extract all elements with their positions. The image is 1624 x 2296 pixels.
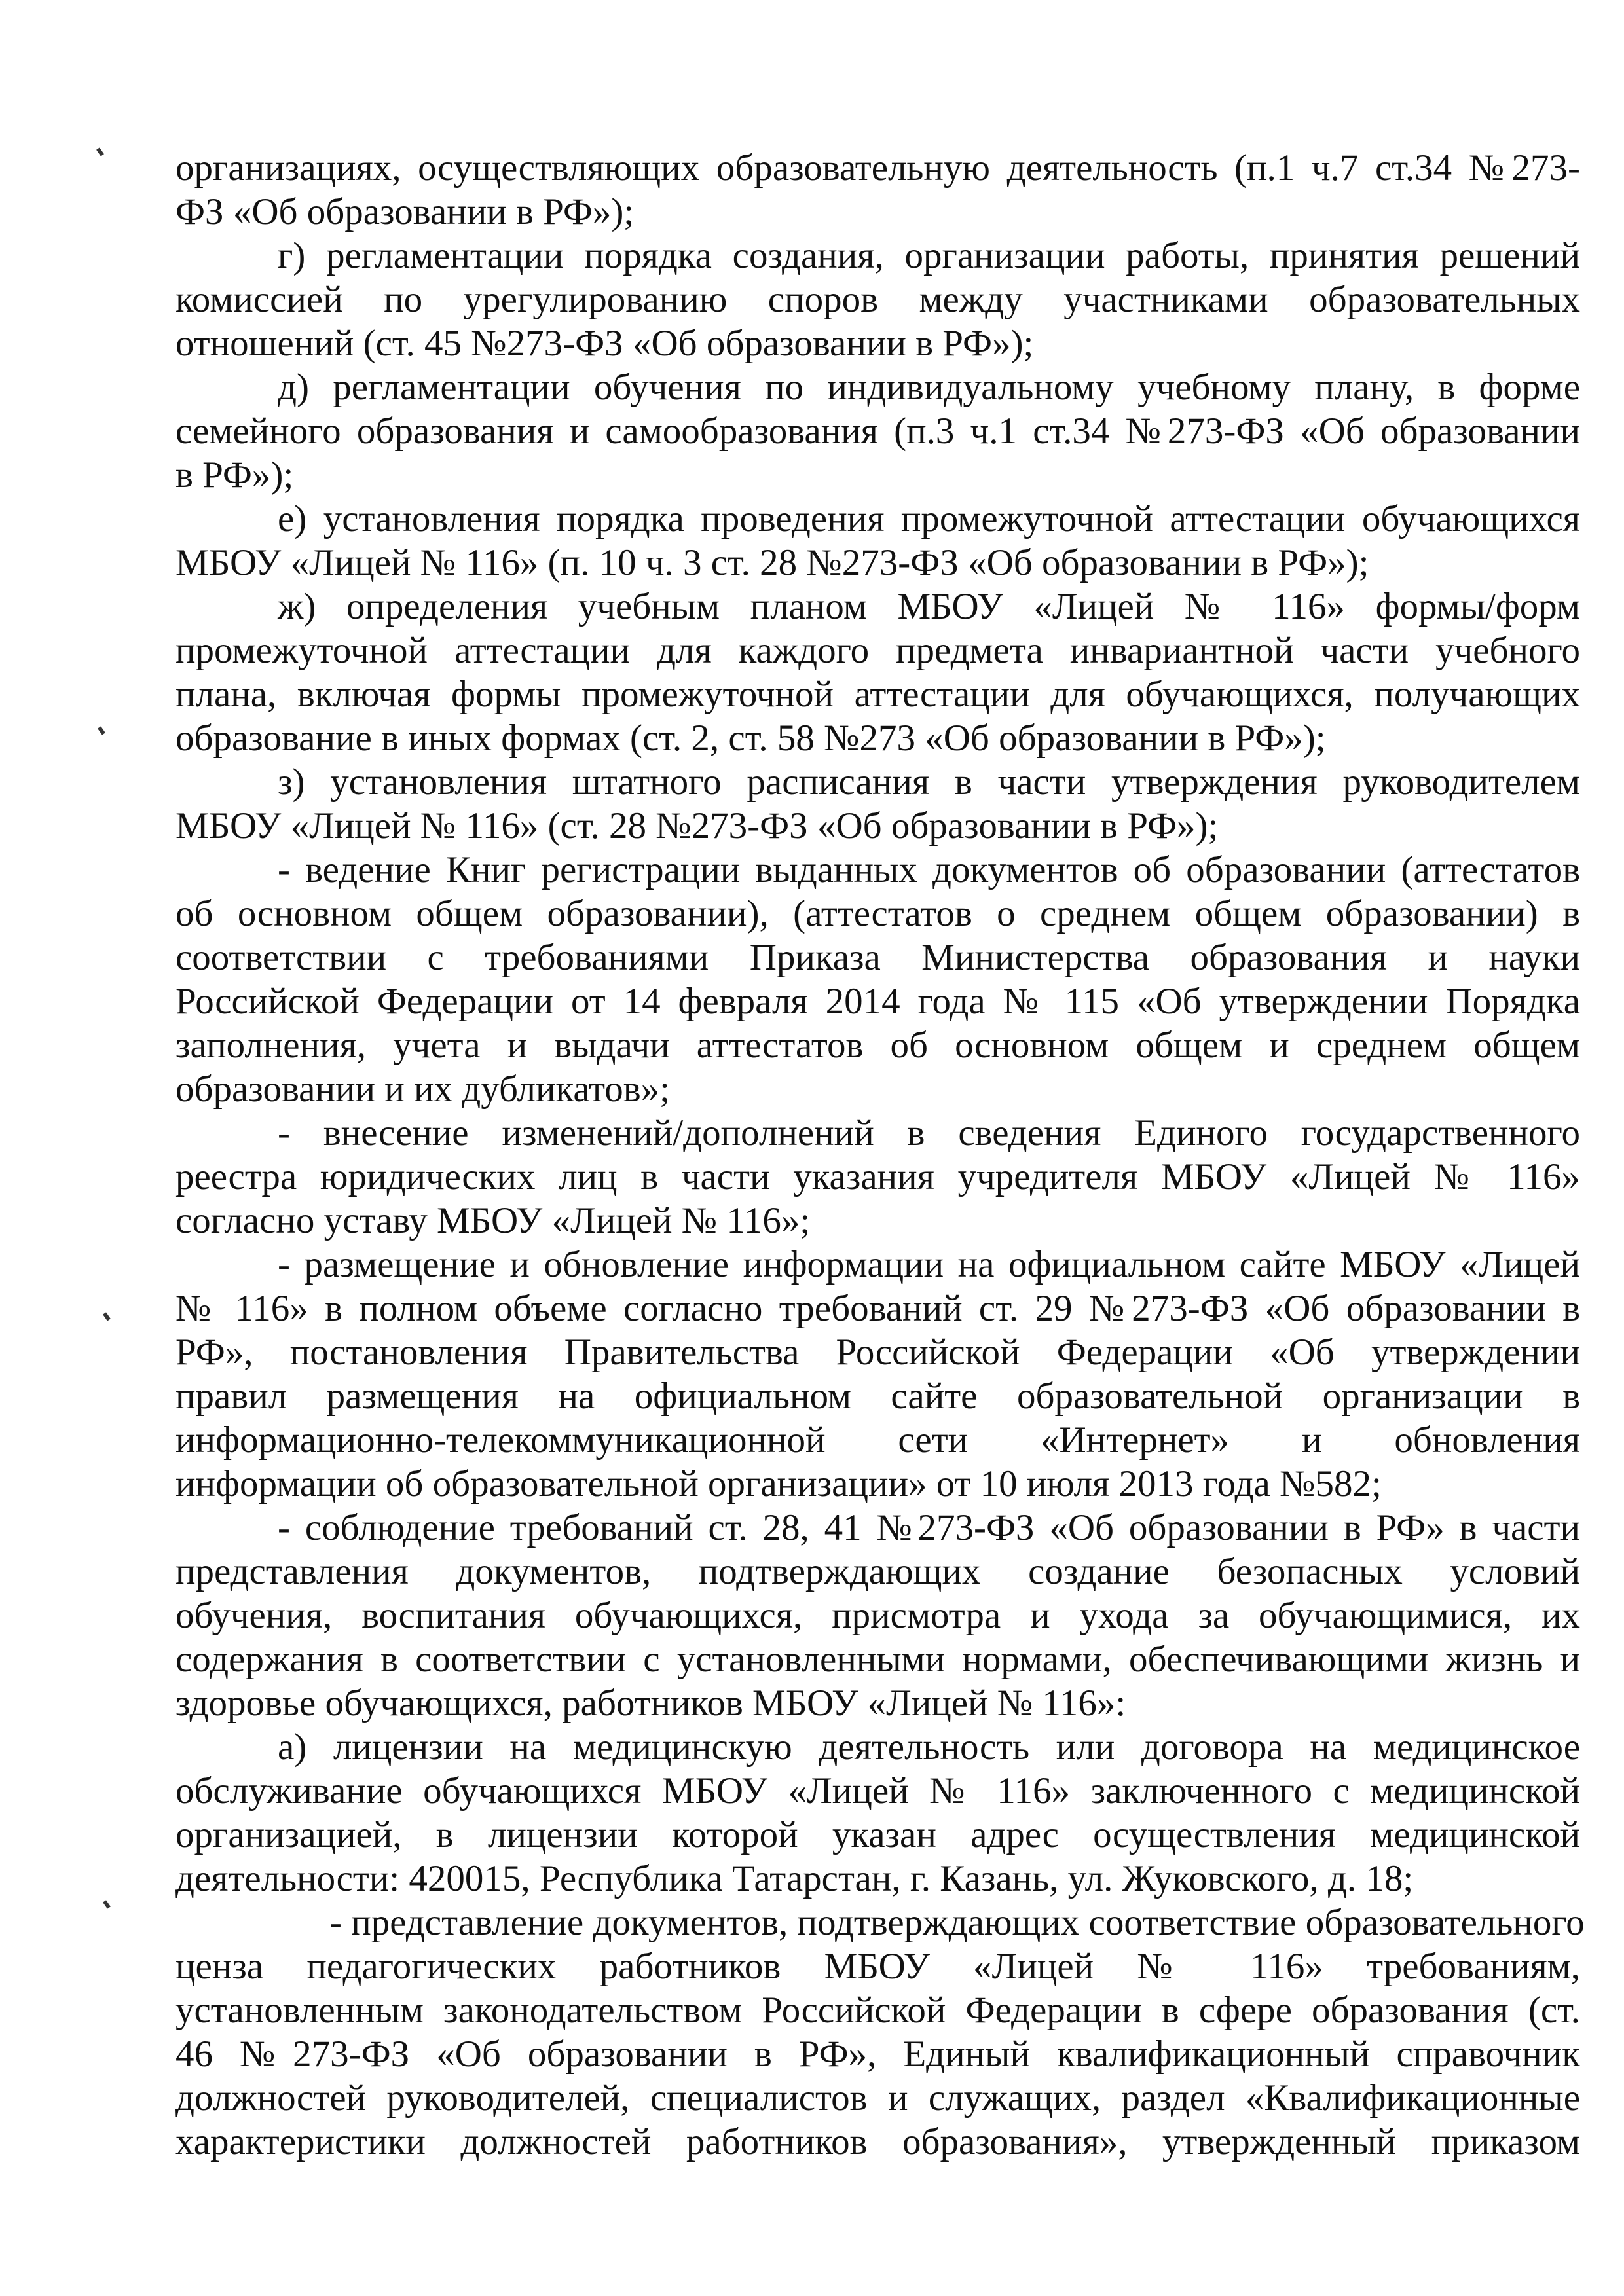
text-line: г) регламентации порядка создания, организации работы, принятия решений: [278, 235, 1580, 276]
text-line: образование в иных формах (ст. 2, ст. 58 №273 «Об образовании в РФ»);: [175, 718, 1326, 759]
text-line: - размещение и обновление информации на официальном сайте МБОУ «Лицей: [278, 1244, 1580, 1285]
paragraph: [175, 585, 1580, 760]
text-line: обслуживание обучающихся МБОУ «Лицей № 116» заключенного с медицинской: [175, 1770, 1580, 1812]
text-line: организацией, в лицензии которой указан адрес осуществления медицинской: [175, 1814, 1580, 1855]
text-line: информационно-телекоммуникационной сети «Интернет» и обновления: [175, 1419, 1580, 1461]
text-line: - ведение Книг регистрации выданных документов об образовании (аттестатов: [278, 849, 1580, 890]
text-line: РФ», постановления Правительства Российской Федерации «Об утверждении: [175, 1332, 1580, 1373]
text-line: правил размещения на официальном сайте образовательной организации в: [175, 1376, 1580, 1417]
paragraph: [175, 1111, 1580, 1243]
text-line: семейного образования и самообразования (п.3 ч.1 ст.34 №273-ФЗ «Об образовании: [175, 410, 1580, 452]
text-line: реестра юридических лиц в части указания учредителя МБОУ «Лицей № 116»: [175, 1156, 1580, 1197]
text-line: образовании и их дубликатов»;: [175, 1068, 671, 1110]
document-body: [175, 146, 1585, 2164]
text-line: заполнения, учета и выдачи аттестатов об основном общем и среднем общем: [175, 1025, 1580, 1066]
text-line: согласно уставу МБОУ «Лицей № 116»;: [175, 1200, 811, 1241]
text-line: информации об образовательной организации» от 10 июля 2013 года №582;: [175, 1463, 1382, 1504]
text-line: об основном общем образовании), (аттестатов о среднем общем образовании) в: [175, 893, 1580, 934]
text-line: е) установления порядка проведения промежуточной аттестации обучающихся: [278, 498, 1580, 539]
text-line: характеристики должностей работников образования», утвержденный приказом: [175, 2121, 1580, 2162]
text-line: установленным законодательством Российской Федерации в сфере образования (ст.: [175, 1990, 1580, 2031]
text-line: представления документов, подтверждающих создание безопасных условий: [175, 1551, 1580, 1592]
text-line: МБОУ «Лицей № 116» (п. 10 ч. 3 ст. 28 №273-ФЗ «Об образовании в РФ»);: [175, 542, 1369, 583]
text-line: содержания в соответствии с установленными нормами, обеспечивающими жизнь и: [175, 1639, 1580, 1680]
paragraph: [175, 146, 1580, 234]
text-line: а) лицензии на медицинскую деятельность или договора на медицинское: [278, 1726, 1580, 1768]
text-line: здоровье обучающихся, работников МБОУ «Лицей № 116»:: [175, 1683, 1126, 1724]
paragraph: [175, 1506, 1580, 1725]
text-line: з) установления штатного расписания в части утверждения руководителем: [278, 761, 1580, 803]
text-line: отношений (ст. 45 №273-ФЗ «Об образовании в РФ»);: [175, 323, 1034, 364]
text-line: обучения, воспитания обучающихся, присмотра и ухода за обучающимися, их: [175, 1595, 1580, 1636]
text-line: д) регламентации обучения по индивидуальному учебному плану, в форме: [278, 367, 1580, 408]
paragraph: [175, 1243, 1580, 1506]
scan-mark: [103, 1900, 111, 1908]
text-line: - представление документов, подтверждающих соответствие образовательного: [329, 1902, 1585, 1943]
text-line: деятельности: 420015, Республика Татарстан, г. Казань, ул. Жуковского, д. 18;: [175, 1858, 1414, 1899]
text-line: № 116» в полном объеме согласно требований ст. 29 №273-ФЗ «Об образовании в: [175, 1288, 1580, 1329]
paragraph: [175, 234, 1580, 365]
paragraph: [175, 497, 1580, 585]
paragraph: [175, 760, 1580, 848]
text-line: Российской Федерации от 14 февраля 2014 года № 115 «Об утверждении Порядка: [175, 981, 1580, 1022]
text-line: в РФ»);: [175, 454, 294, 496]
text-line: 46 №273-ФЗ «Об образовании в РФ», Единый квалификационный справочник: [175, 2033, 1580, 2075]
text-line: МБОУ «Лицей № 116» (ст. 28 №273-ФЗ «Об образовании в РФ»);: [175, 805, 1219, 847]
paragraph: [175, 848, 1580, 1111]
text-line: ценза педагогических работников МБОУ «Лицей № 116» требованиям,: [175, 1946, 1580, 1987]
text-line: плана, включая формы промежуточной аттестации для обучающихся, получающих: [175, 674, 1580, 715]
paragraph: [175, 1725, 1580, 1901]
scan-mark: [103, 1312, 111, 1321]
text-line: ФЗ «Об образовании в РФ»);: [175, 191, 635, 232]
text-line: соответствии с требованиями Приказа Министерства образования и науки: [175, 937, 1580, 978]
text-line: организациях, осуществляющих образовательную деятельность (п.1 ч.7 ст.34 №273-: [175, 147, 1580, 189]
paragraph: [175, 1901, 1585, 2164]
text-line: комиссией по урегулированию споров между участниками образовательных: [175, 279, 1580, 320]
text-line: должностей руководителей, специалистов и служащих, раздел «Квалификационные: [175, 2077, 1580, 2119]
text-line: промежуточной аттестации для каждого предмета инвариантной части учебного: [175, 630, 1580, 671]
paragraph: [175, 365, 1580, 497]
scan-mark: [98, 726, 105, 735]
scan-mark: [96, 147, 104, 156]
text-line: - внесение изменений/дополнений в сведения Единого государственного: [278, 1112, 1580, 1154]
text-line: ж) определения учебным планом МБОУ «Лицей № 116» формы/форм: [278, 586, 1580, 627]
text-line: - соблюдение требований ст. 28, 41 №273-ФЗ «Об образовании в РФ» в части: [278, 1507, 1580, 1548]
